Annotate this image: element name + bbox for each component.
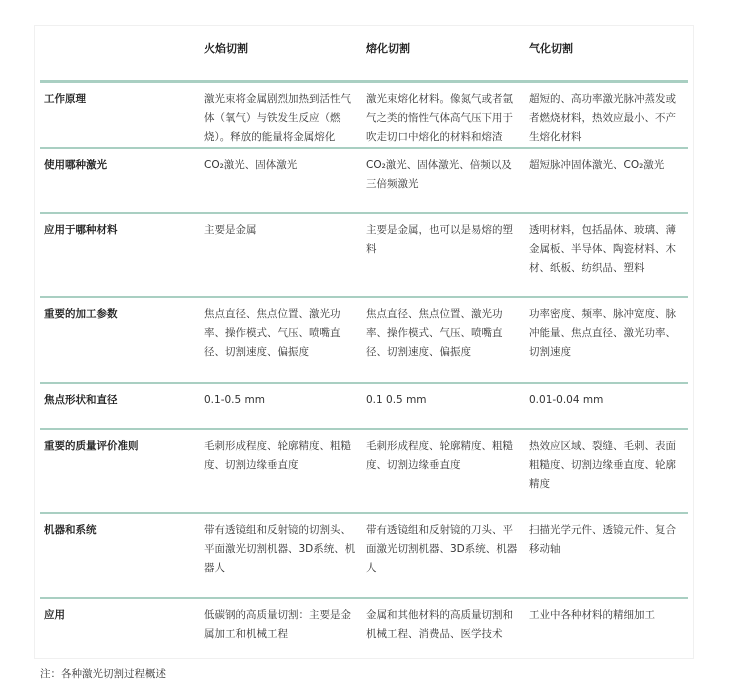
row-label: 工作原理 xyxy=(44,93,86,105)
table-cell: 焦点直径、焦点位置、激光功率、操作模式、气压、喷嘴直径、切割速度、偏振度 xyxy=(204,308,341,358)
table-row xyxy=(40,383,688,429)
laser-cutting-comparison-table xyxy=(40,28,688,654)
table-cell: 工业中各种材料的精细加工 xyxy=(529,609,655,621)
table-cell: 低碳钢的高质量切割：主要是金属加工和机械工程 xyxy=(204,609,351,640)
row-label: 使用哪种激光 xyxy=(44,159,107,171)
table-cell: 主要是金属 xyxy=(204,224,257,236)
table-cell: CO₂激光、固体激光 xyxy=(204,159,298,171)
row-label: 应用 xyxy=(44,609,65,621)
table-cell: 带有透镜组和反射镜的刀头、平面激光切割机器、3D系统、机器人 xyxy=(366,524,518,574)
table-cell: 激光束将金属剧烈加热到活性气体（氧气）与铁发生反应（燃烧）。释放的能量将金属熔化 xyxy=(204,93,351,143)
table-cell: 热效应区域、裂缝、毛刺、表面粗糙度、切割边缘垂直度、轮廓精度 xyxy=(529,440,676,490)
table-cell: 功率密度、频率、脉冲宽度、脉冲能量、焦点直径、激光功率、切割速度 xyxy=(529,308,676,358)
header-row xyxy=(40,28,688,82)
table-cell: 激光束熔化材料。像氮气或者氩气之类的惰性气体高气压下用于吹走切口中熔化的材料和熔渣 xyxy=(366,93,513,143)
header-flame-cutting: 火焰切割 xyxy=(204,42,248,55)
header-vaporization-cutting: 气化切割 xyxy=(529,42,573,55)
table-row xyxy=(40,598,688,654)
header-fusion-cutting: 熔化切割 xyxy=(366,42,410,55)
table-row xyxy=(40,429,688,513)
row-label: 焦点形状和直径 xyxy=(44,394,118,406)
table-cell: 主要是金属，也可以是易熔的塑料 xyxy=(366,224,513,255)
table-cell: 焦点直径、焦点位置、激光功率、操作模式、气压、喷嘴直径、切割速度、偏振度 xyxy=(366,308,503,358)
table-cell: 0.1-0.5 mm xyxy=(204,394,265,406)
table-cell: 毛刺形成程度、轮廓精度、粗糙度、切割边缘垂直度 xyxy=(204,440,351,471)
row-label: 应用于哪种材料 xyxy=(44,224,118,236)
table-row xyxy=(40,513,688,598)
table-cell: 0.01-0.04 mm xyxy=(529,394,604,406)
header-empty xyxy=(40,28,197,82)
table-row xyxy=(40,297,688,383)
table-cell: 扫描光学元件、透镜元件、复合移动轴 xyxy=(529,524,676,555)
table-cell: 金属和其他材料的高质量切割和机械工程、消费品、医学技术 xyxy=(366,609,513,640)
table-cell: 毛刺形成程度、轮廓精度、粗糙度、切割边缘垂直度 xyxy=(366,440,513,471)
table-footnote: 注：各种激光切割过程概述 xyxy=(40,668,166,680)
table-cell: 透明材料，包括晶体、玻璃、薄金属板、半导体、陶瓷材料、木材、纸板、纺织品、塑料 xyxy=(529,224,676,274)
table-cell: 超短的、高功率激光脉冲蒸发或者燃烧材料，热效应最小、不产生熔化材料 xyxy=(529,93,676,143)
row-label: 重要的加工参数 xyxy=(44,308,118,320)
row-label: 重要的质量评价准则 xyxy=(44,440,139,452)
table-cell: 带有透镜组和反射镜的切割头、平面激光切割机器、3D系统、机器人 xyxy=(204,524,356,574)
table-cell: 0.1 0.5 mm xyxy=(366,394,427,406)
table-row xyxy=(40,148,688,213)
table-row xyxy=(40,82,688,149)
row-label: 机器和系统 xyxy=(44,524,97,536)
table-row xyxy=(40,213,688,297)
table-cell: 超短脉冲固体激光、CO₂激光 xyxy=(529,159,665,171)
table-cell: CO₂激光、固体激光、倍频以及三倍频激光 xyxy=(366,159,512,190)
